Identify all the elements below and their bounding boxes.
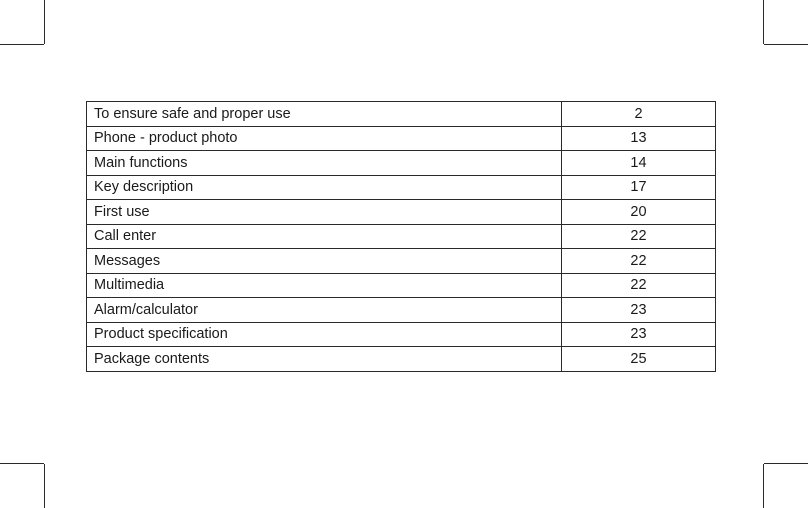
toc-entry-title: First use [87,200,562,225]
toc-row[interactable] [87,347,716,372]
table-of-contents [86,101,716,372]
toc-entry-title: To ensure safe and proper use [87,102,562,127]
crop-mark-top-right-horizontal [764,44,808,45]
toc-entry-page: 17 [562,175,716,200]
toc-entry-page: 14 [562,151,716,176]
toc-row[interactable] [87,200,716,225]
crop-mark-bottom-left-horizontal [0,463,44,464]
crop-mark-bottom-right-vertical [763,464,764,508]
crop-mark-bottom-right-horizontal [764,463,808,464]
toc-entry-title: Multimedia [87,273,562,298]
toc-entry-page: 13 [562,126,716,151]
toc-entry-title: Package contents [87,347,562,372]
toc-row[interactable] [87,273,716,298]
toc-row[interactable] [87,298,716,323]
toc-row[interactable] [87,224,716,249]
toc-row[interactable] [87,322,716,347]
toc-entry-page: 2 [562,102,716,127]
toc-entry-page: 23 [562,322,716,347]
toc-row[interactable] [87,126,716,151]
crop-mark-top-left-vertical [44,0,45,44]
crop-mark-top-right-vertical [763,0,764,44]
toc-row[interactable] [87,102,716,127]
toc-entry-page: 23 [562,298,716,323]
toc-entry-page: 22 [562,273,716,298]
toc-entry-title: Messages [87,249,562,274]
toc-entry-title: Product specification [87,322,562,347]
toc-row[interactable] [87,249,716,274]
toc-entry-page: 22 [562,249,716,274]
toc-entry-page: 22 [562,224,716,249]
crop-mark-top-left-horizontal [0,44,44,45]
toc-row[interactable] [87,151,716,176]
toc-entry-title: Main functions [87,151,562,176]
toc-entry-title: Key description [87,175,562,200]
toc-entry-title: Phone - product photo [87,126,562,151]
toc-row[interactable] [87,175,716,200]
toc-entry-page: 25 [562,347,716,372]
toc-entry-title: Alarm/calculator [87,298,562,323]
crop-mark-bottom-left-vertical [44,464,45,508]
toc-entry-page: 20 [562,200,716,225]
toc-entry-title: Call enter [87,224,562,249]
